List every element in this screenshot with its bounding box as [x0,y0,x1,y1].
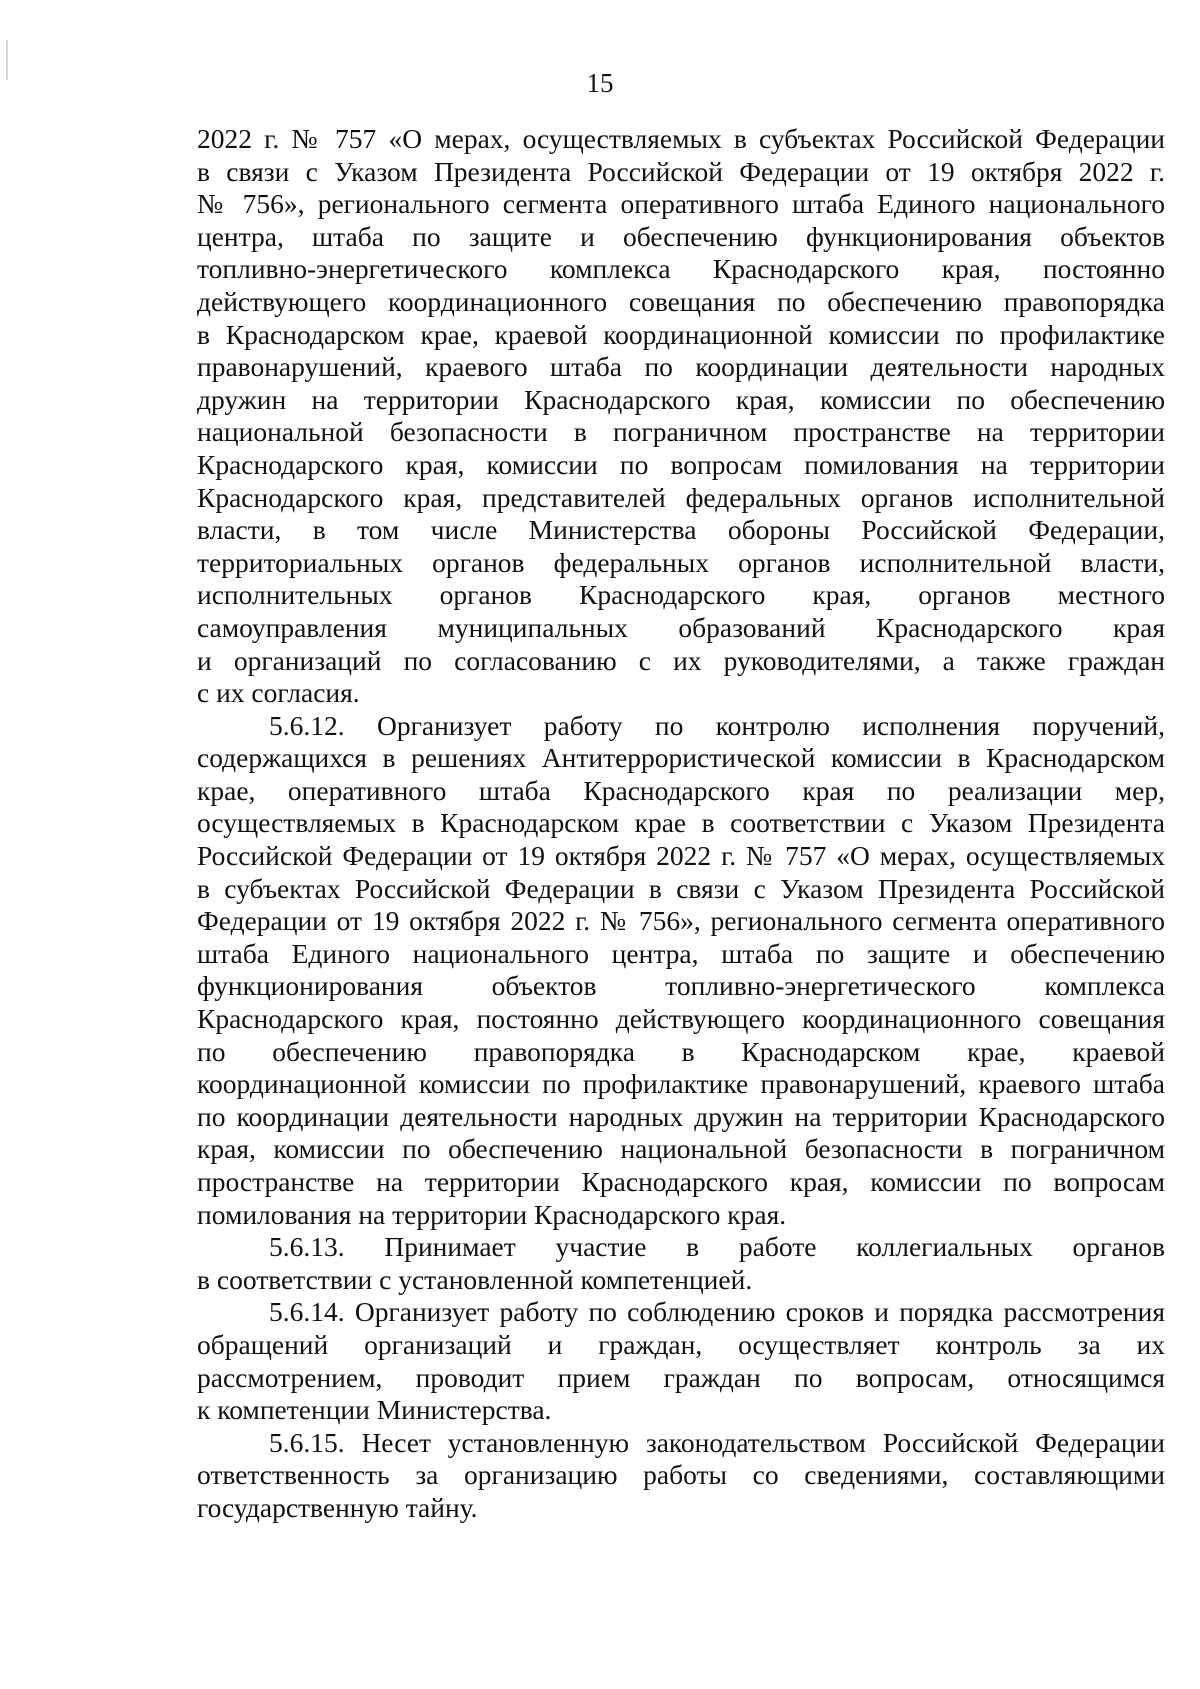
text-line: дружин на территории Краснодарского края, комиссии по обеспечению [197,383,1165,415]
text-line: к компетенции Министерства. [197,1394,552,1426]
text-line: осуществляемых в Краснодарском крае в соответствии с Указом Президента [197,807,1165,839]
text-line: 5.6.12. Организует работу по контролю исполнения поручений, [269,709,1165,741]
text-line: штаба Единого национального центра, штаба по защите и обеспечению [197,937,1165,969]
text-line: действующего координационного совещания по обеспечению правопорядка [197,285,1165,317]
text-line: Российской Федерации от 19 октября 2022 г. № 757 «О мерах, осуществляемых [197,840,1165,872]
text-line: края, комиссии по обеспечению национальной безопасности в пограничном [197,1133,1165,1165]
text-line: пространстве на территории Краснодарского края, комиссии по вопросам [197,1166,1165,1197]
text-line: самоуправления муниципальных образований Краснодарского края [197,611,1165,643]
text-line: № 756», регионального сегмента оперативного штаба Единого национального [197,188,1165,220]
text-line: ответственность за организацию работы со сведениями, составляющими [197,1459,1165,1491]
paragraph-p5 [197,1427,1165,1525]
text-line: правонарушений, краевого штаба по координации деятельности народных [197,351,1165,383]
text-line: Краснодарского края, представителей федеральных органов исполнительной [197,481,1165,513]
paragraph-p4 [197,1296,1165,1426]
text-line: территориальных органов федеральных органов исполнительной власти, [197,546,1165,578]
text-line: в субъектах Российской Федерации в связи с Указом Президента Российской [197,872,1165,904]
text-line: топливно-энергетического комплекса Краснодарского края, постоянно [197,253,1165,285]
text-line: власти, в том числе Министерства обороны Российской Федерации, [197,514,1165,546]
text-line: 5.6.13. Принимает участие в работе коллегиальных органов [269,1231,1165,1263]
text-line: рассмотрением, проводит прием граждан по вопросам, относящимся [197,1361,1165,1393]
text-line: в связи с Указом Президента Российской Федерации от 19 октября 2022 г. [197,155,1165,187]
paragraph-p1 [197,123,1165,710]
paragraph-p2 [197,710,1165,1232]
paragraph-p3 [197,1231,1165,1296]
text-line: функционирования объектов топливно-энергетического комплекса [197,970,1165,1002]
text-line: и организаций по согласованию с их руководителями, а также граждан [197,644,1165,676]
text-line: Краснодарского края, постоянно действующего координационного совещания [197,1003,1165,1035]
text-line: обращений организаций и граждан, осуществляет контроль за их [197,1328,1165,1360]
text-line: 2022 г. № 757 «О мерах, осуществляемых в субъектах Российской Федерации [197,123,1165,154]
text-line: по обеспечению правопорядка в Краснодарском крае, краевой [197,1035,1165,1067]
text-line: государственную тайну. [197,1491,478,1523]
text-line: в Краснодарском крае, краевой координационной комиссии по профилактике [197,318,1165,350]
text-line: Федерации от 19 октября 2022 г. № 756», регионального сегмента оперативного [197,905,1165,937]
text-line: крае, оперативного штаба Краснодарского края по реализации мер, [197,774,1165,806]
text-line: исполнительных органов Краснодарского края, органов местного [197,579,1165,611]
text-line: координационной комиссии по профилактике правонарушений, краевого штаба [197,1068,1165,1100]
page-number: 15 [586,68,614,98]
document-body [197,123,1165,1525]
text-line: 5.6.14. Организует работу по соблюдению сроков и порядка рассмотрения [269,1296,1165,1328]
text-line: национальной безопасности в пограничном пространстве на территории [197,416,1165,448]
text-line: содержащихся в решениях Антитеррористической комиссии в Краснодарском [197,742,1165,774]
text-line: Краснодарского края, комиссии по вопросам помилования на территории [197,448,1165,480]
text-line: по координации деятельности народных дружин на территории Краснодарского [197,1100,1165,1132]
text-line: центра, штаба по защите и обеспечению функционирования объектов [197,220,1165,252]
text-line: в соответствии с установленной компетенцией. [197,1263,753,1295]
text-line: помилования на территории Краснодарского края. [197,1198,787,1230]
text-line: с их согласия. [197,677,360,709]
text-line: 5.6.15. Несет установленную законодательством Российской Федерации [269,1426,1165,1458]
